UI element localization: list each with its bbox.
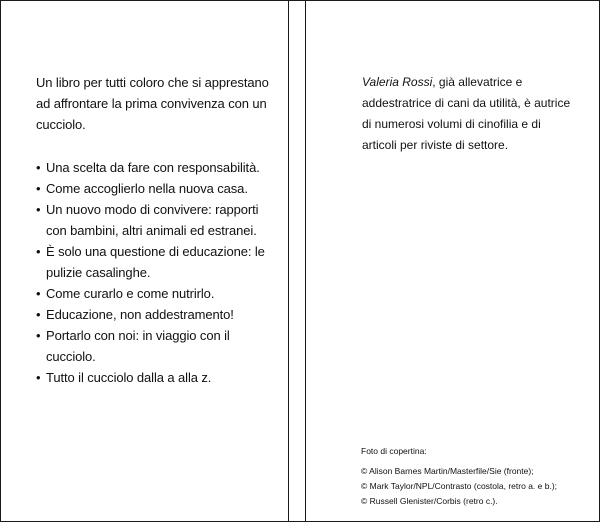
credit-line: © Mark Taylor/NPL/Contrasto (costola, retro a. e b.); bbox=[361, 481, 558, 491]
credit-line: © Russell Glenister/Corbis (retro c.). bbox=[361, 496, 498, 506]
feature-item: • Come accoglierlo nella nuova casa. bbox=[36, 178, 276, 199]
feature-item: • Educazione, non addestramento! bbox=[36, 304, 276, 325]
spine-line-left bbox=[288, 0, 289, 522]
author-bio-text: , già allevatrice e addestratrice di cani da utilità, è autrice di numerosi volumi di cinofilia e di articoli per riviste di settore. bbox=[362, 75, 571, 152]
credits-title: Foto di copertina: bbox=[361, 446, 427, 456]
author-name: Valeria Rossi bbox=[362, 75, 433, 89]
feature-item: • Tutto il cucciolo dalla a alla z. bbox=[36, 367, 276, 388]
feature-item: • Portarlo con noi: in viaggio con il cucciolo. bbox=[36, 325, 276, 367]
back-cover-blurb bbox=[36, 72, 276, 388]
author-bio bbox=[362, 72, 572, 156]
credit-line: © Alison Barnes Martin/Masterfile/Sie (fronte); bbox=[361, 466, 534, 476]
feature-item: • È solo una questione di educazione: le pulizie casalinghe. bbox=[36, 241, 276, 283]
intro-paragraph: Un libro per tutti coloro che si apprestano ad affrontare la prima convivenza con un cucciolo. bbox=[36, 75, 269, 132]
feature-item: • Come curarlo e come nutrirlo. bbox=[36, 283, 276, 304]
photo-credits bbox=[361, 444, 581, 509]
feature-item: • Un nuovo modo di convivere: rapporti con bambini, altri animali ed estranei. bbox=[36, 199, 276, 241]
feature-list bbox=[36, 157, 276, 388]
spine-line-right bbox=[305, 0, 306, 522]
feature-item: • Una scelta da fare con responsabilità. bbox=[36, 157, 276, 178]
